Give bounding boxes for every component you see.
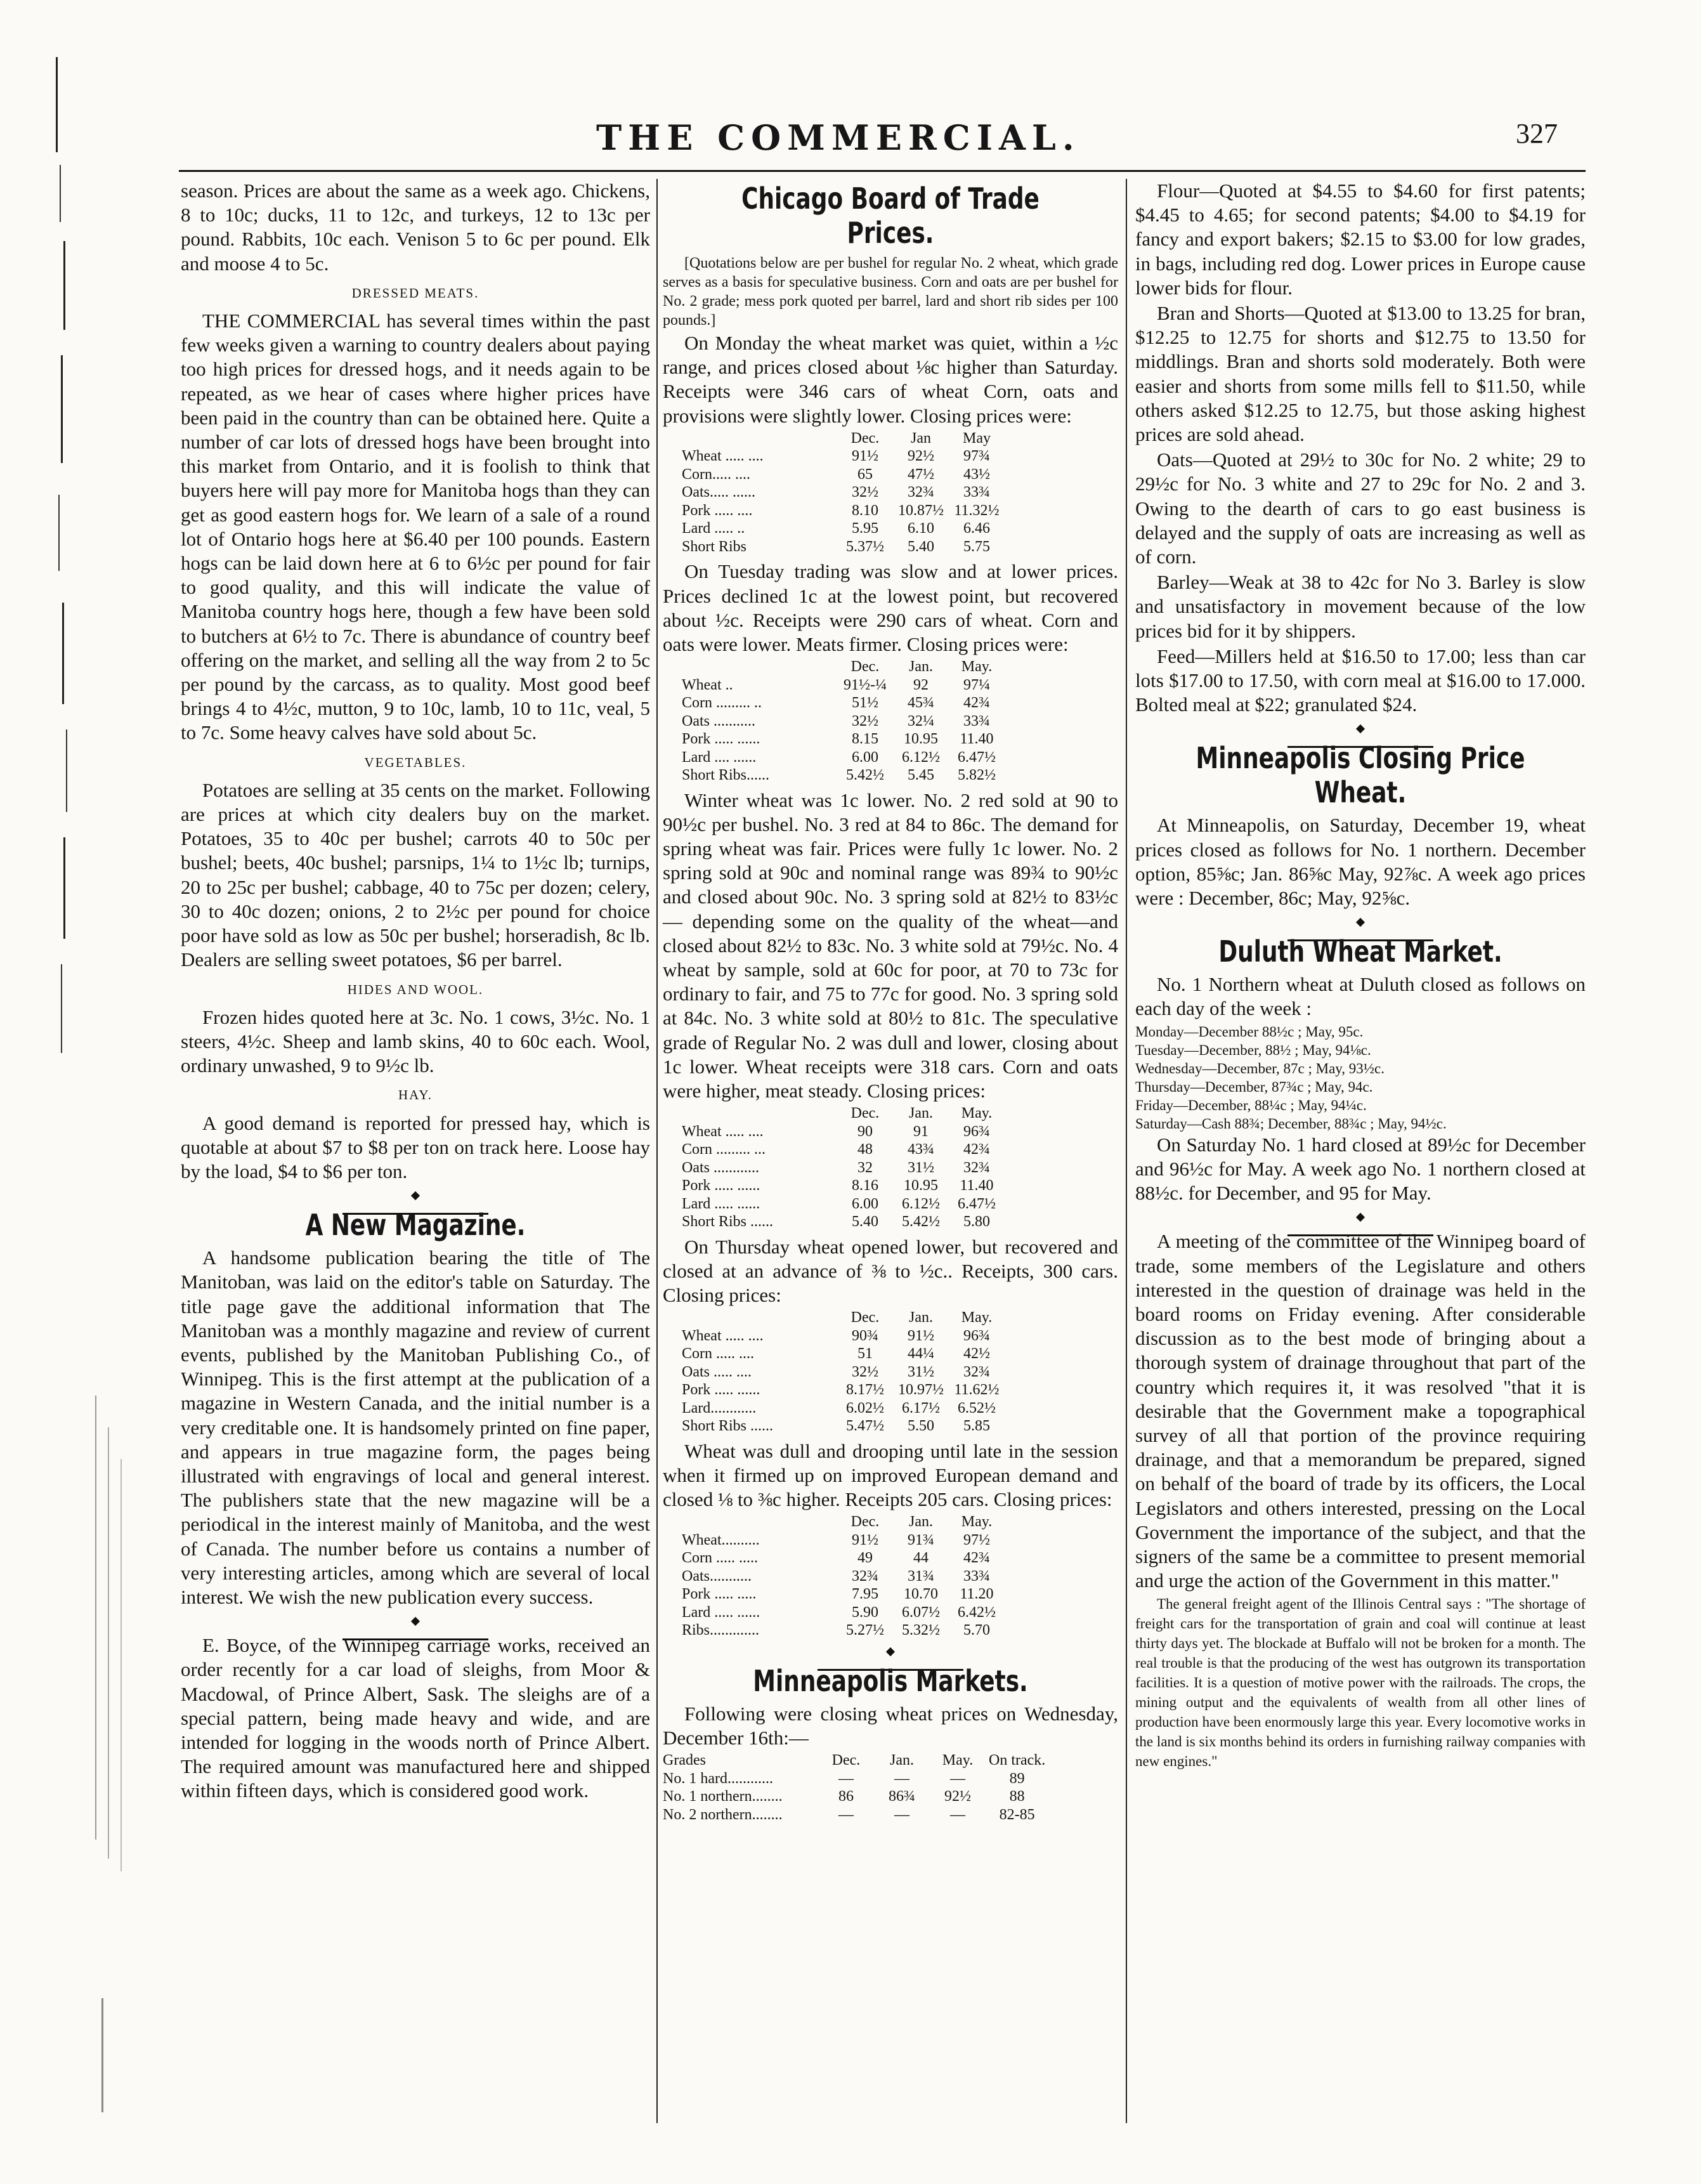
ornamental-rule <box>181 1193 650 1201</box>
friday-price-table: Dec. Jan. May. Wheat.......... 91½ 91¾ 97½ Corn ..... ..... 49 44 42¾ Oats........... 32¾ 31¾ 33¾ Pork ..... ..... 7.95 10.70 11.20 Lard ..... ...... 5.90 6.07½ 6.42½ Ribs............. 5.27½ 5.32½ 5.70 <box>682 1513 1008 1640</box>
table-row: Lard .... ...... 6.00 6.12½ 6.47½ <box>682 749 996 766</box>
minneapolis-closing-paragraph: At Minneapolis, on Saturday, December 19, wheat prices closed as follows for No. 1 northern. December option, 85⅝c; Jan. 86⅝c May, 92⅞c. A week ago prices were : December, 86c; May, 92⅝c. <box>1135 814 1586 910</box>
list-item: Wednesday—December, 87c ; May, 93½c. <box>1135 1060 1385 1076</box>
table-row: Ribs............. 5.27½ 5.32½ 5.70 <box>682 1622 990 1639</box>
table-row: Wheat ..... .... 90¾ 91½ 96¾ <box>682 1327 990 1344</box>
table-row: Pork ..... .... 8.10 10.87½ 11.32½ <box>682 502 1000 519</box>
duluth-saturday-paragraph: On Saturday No. 1 hard closed at 89½c for December and 96½c for May. A week ago No. 1 northern closed at 88½c. for December, and 95 for May. <box>1135 1133 1586 1205</box>
minneapolis-paragraph: Following were closing wheat prices on Wednesday, December 16th:— <box>663 1702 1118 1749</box>
table-row: Wheat .. 91½-¼ 92 97¼ <box>682 676 990 693</box>
column-right <box>1135 179 1586 1772</box>
list-item: Thursday—December, 87¾c ; May, 94c. <box>1135 1078 1373 1095</box>
article-title-new-magazine: A New Magazine. <box>305 1208 526 1243</box>
table-row: Wheat.......... 91½ 91¾ 97½ <box>682 1531 990 1548</box>
table-row: Lard............ 6.02½ 6.17½ 6.52½ <box>682 1399 996 1416</box>
section-heading-vegetables: VEGETABLES. <box>364 754 467 770</box>
duluth-day-list <box>1135 1023 1586 1133</box>
article-title-chicago: Chicago Board of Trade Prices. <box>741 181 1040 250</box>
list-item: Friday—December, 88¼c ; May, 94¼c. <box>1135 1097 1367 1113</box>
article-title-duluth: Duluth Wheat Market. <box>1218 934 1502 969</box>
table-row: Lard ..... ...... 6.00 6.12½ 6.47½ <box>682 1195 996 1212</box>
monday-price-table: Dec. Jan May Wheat ..... .... 91½ 92½ 97¾ Corn..... .... 65 47½ 43½ Oats..... ...... 32½ 32¾ 33¾ Pork ..... .... 8.10 10.87½ 11.32½ Lard ..... .. 5.95 6.10 6.46 Short Ribs 5.37½ 5.40 5.75 <box>682 429 1008 556</box>
quotation-note: [Quotations below are per bushel for regular No. 2 wheat, which grade serves as a basis for speculative business. Corn and oats are per bushel for No. 2 grade; mess pork quoted per barrel, lard and short rib sides per 100 pounds.] <box>663 255 1118 329</box>
freight-paragraph: The general freight agent of the Illinois Central says : "The shortage of freight cars for the transportation of grain and coal will continue at least thirty days yet. The blockade at Buffalo will not be broken for a month. The real trouble is that the producing of the west has outgrown its transportation facilities. It is a question of motive power with the railroads. The crops, the mining output and the equivalents of wealth from all other lines of production have been enormously large this year. Every locomotive works in the land is six months behind its orders in furnishing railway companies with new engines." <box>1135 1596 1586 1770</box>
list-item: Monday—December 88½c ; May, 95c. <box>1135 1023 1364 1040</box>
ornamental-rule <box>1135 919 1586 928</box>
ornamental-rule <box>1135 1214 1586 1223</box>
feed-paragraph: Feed—Millers held at $16.50 to 17.00; less than car lots $17.00 to 17.50, with corn meal at $16.00 to 17.000. Bolted meal at $22; granulated $24. <box>1135 644 1586 716</box>
table-row: Corn ..... .... 51 44¼ 42½ <box>682 1345 990 1363</box>
table-row: Short Ribs...... 5.42½ 5.45 5.82½ <box>682 767 996 784</box>
table-row: No. 1 hard............ — — — 89 <box>663 1770 1025 1787</box>
scan-margin-marks <box>0 0 146 2181</box>
table-row: Corn ......... ... 48 43¾ 42¾ <box>682 1141 990 1158</box>
table-row: Wheat ..... .... 90 91 96¾ <box>682 1123 990 1140</box>
table-row: Oats ............ 32 31½ 32¾ <box>682 1159 990 1176</box>
ornamental-rule <box>663 1649 1118 1658</box>
drainage-meeting-paragraph: A meeting of the committee of the Winnipeg board of trade, some members of the Legislature and others interested in the question of drainage was held in the board rooms on Friday evening. After considerable discussion as to the best mode of bringing about a thorough system of drainage throughout that part of the country which requires it, it was resolved "that it is desirable that the Government make a topographical survey of all that portion of the province requiring drainage, and that a memorandum be prepared, signed on behalf of the board of trade by its officers, the Local Legislators and others interested, pressing on the Local Government the importance of the subject, and that the signers of the same be a committee to present memorial and urge the action of the Government in this matter." <box>1135 1230 1586 1592</box>
bran-paragraph: Bran and Shorts—Quoted at $13.00 to 13.25 for bran, $12.25 to 12.75 for shorts and $12.75 to 13.50 for middlings. Bran and shorts sold moderately. Both were easier and shorts from some mills fell to $11.50, while others asked $12.25 to 12.75, but those asking highest prices are sold ahead. <box>1135 302 1586 446</box>
article-title-minneapolis-closing: Minneapolis Closing Price Wheat. <box>1196 741 1525 810</box>
article-title-minneapolis-markets: Minneapolis Markets. <box>753 1663 1028 1698</box>
hides-paragraph: Frozen hides quoted here at 3c. No. 1 cows, 3½c. No. 1 steers, 4½c. Sheep and lamb skins, 40 to 60c each. Wool, ordinary unwashed, 9 to 9½c lb. <box>181 1005 650 1077</box>
ornamental-rule <box>1135 726 1586 735</box>
column-divider <box>1126 179 1127 2123</box>
table-row: No. 1 northern........ 86 86¾ 92½ 88 <box>663 1788 1025 1805</box>
duluth-paragraph: No. 1 Northern wheat at Duluth closed as follows on each day of the week : <box>1135 973 1586 1020</box>
column-divider <box>656 179 658 2123</box>
magazine-paragraph: A handsome publication bearing the title of The Manitoban, was laid on the editor's table on Saturday. The title page gave the additional information that The Manitoban was a monthly magazine and review of current events, published by the Manitoban Publishing Co., of Winnipeg. This is the first attempt at the publication of a magazine in Western Canada, and the initial number is a very creditable one. It is handsomely printed on fine paper, and appears in true magazine form, the pages being illustrated with engravings of local and general interest. The publishers state that the new magazine will be a periodical in the interest mainly of Manitoba, and the west of Canada. The number before us contains a number of very interesting articles, among which are several of local interest. We wish the new publication every success. <box>181 1246 650 1608</box>
monday-paragraph: On Monday the wheat market was quiet, within a ½c range, and prices closed about ⅛c higher than Saturday. Receipts were 346 cars of wheat Corn, oats and provisions were slightly lower. Closing prices were: <box>663 332 1118 427</box>
table-row: Oats........... 32¾ 31¾ 33¾ <box>682 1567 990 1585</box>
table-row: Lard ..... ...... 5.90 6.07½ 6.42½ <box>682 1604 996 1621</box>
thursday-price-table: Dec. Jan. May. Wheat ..... .... 90¾ 91½ 96¾ Corn ..... .... 51 44¼ 42½ Oats ..... .... 32½ 31½ 32¾ Pork ..... ...... 8.17½ 10.97½ 11.62½ Lard............ 6.02½ 6.17½ 6.52½ Short Ribs ...... 5.47½ 5.50 5.85 <box>682 1309 1008 1435</box>
wednesday-paragraph: Winter wheat was 1c lower. No. 2 red sold at 90 to 90½c per bushel. No. 3 red at 84 to 86c. The demand for spring wheat was fair. Prices were fully 1c lower. No. 2 spring sold at 90c and nominal range was 89¾ to 90½c and closed about 90c. No. 3 spring sold at 82½ to 83½c— depending some on the quality of the wheat—and closed about 82½ to 83c. No. 3 white sold at 79½c. No. 4 wheat by sample, sold at 60c for poor, at 70 to 73c for ordinary to fair, and 75 to 77c for good. No. 3 spring sold at 84c. No. 3 white sold at 80½ to 81c. The speculative grade of Regular No. 2 was dull and lower, closing about 1c lower. Wheat receipts were 318 cars. Corn and oats were higher, meat steady. Closing prices: <box>663 788 1118 1102</box>
table-row: Pork ..... ...... 8.16 10.95 11.40 <box>682 1177 994 1194</box>
list-item: Tuesday—December, 88½ ; May, 94⅛c. <box>1135 1042 1371 1058</box>
vegetables-paragraph: Potatoes are selling at 35 cents on the market. Following are prices at which city dealers buy on the market. Potatoes, 35 to 40c per bushel; carrots 40 to 50c per bushel; beets, 40c bushel; parsnips, 1¼ to 1½c lb; turnips, 20 to 25c per bushel; cabbage, 40 to 75c per dozen; celery, 30 to 40c dozen; onions, 2 to 2½c per pound for choice poor have sold as low as 50c per bushel; horseradish, 8c lb. Dealers are selling sweet potatoes, $6 per barrel. <box>181 778 650 971</box>
scan-margin-svg <box>0 0 146 2181</box>
section-heading-dressed-meats: DRESSED MEATS. <box>351 285 479 301</box>
table-row: Pork ..... ...... 8.17½ 10.97½ 11.62½ <box>682 1382 1000 1399</box>
column-left <box>181 179 650 1805</box>
table-row: Oats..... ...... 32½ 32¾ 33¾ <box>682 484 990 501</box>
tuesday-paragraph: On Tuesday trading was slow and at lower prices. Prices declined 1c at the lowest point, but recovered about ½c. Receipts were 290 cars of wheat. Corn and oats were lower. Meats firmer. Closing prices were: <box>663 560 1118 655</box>
barley-paragraph: Barley—Weak at 38 to 42c for No 3. Barley is slow and unsatisfactory in movement because of the low prices bid for it by shippers. <box>1135 571 1586 642</box>
table-row: Wheat ..... .... 91½ 92½ 97¾ <box>682 448 990 465</box>
table-row: Pork ..... ..... 7.95 10.70 11.20 <box>682 1586 994 1603</box>
table-row: Oats ..... .... 32½ 31½ 32¾ <box>682 1363 990 1380</box>
flour-paragraph: Flour—Quoted at $4.55 to $4.60 for first patents; $4.45 to 4.65; for second patents; $4.00 to $4.19 for fancy and export bakers; $2.15 to $3.00 for low grades, in bags, including red dog. Lower prices in Europe cause lower bids for flour. <box>1135 180 1586 299</box>
hay-paragraph: A good demand is reported for pressed hay, which is quotable at about $7 to $8 per ton on track here. Loose hay by the load, $4 to $6 per ton. <box>181 1111 650 1182</box>
boyce-paragraph: E. Boyce, of the Winnipeg carriage works, received an order recently for a car load of sleighs, from Moor & Macdowal, of Prince Albert, Sask. The sleighs are of a special pattern, being made heavy and wide, and are intended for logging in the woods north of Prince Albert. The required amount was manufactured here and shipped within fifteen days, which is considered good work. <box>181 1634 650 1802</box>
table-row: No. 2 northern........ — — — 82-85 <box>663 1806 1035 1823</box>
table-row: Short Ribs ...... 5.47½ 5.50 5.85 <box>682 1418 990 1435</box>
publication-title: THE COMMERCIAL. <box>596 117 1081 158</box>
oats-paragraph: Oats—Quoted at 29½ to 30c for No. 2 white; 29 to 29½c for No. 3 white and 27 to 29c for No. 2 and 3. Owing to the dearth of cars to go east business is delayed and the supply of oats are increasing as well as of corn. <box>1135 448 1586 568</box>
masthead <box>0 117 1701 162</box>
tuesday-price-table: Dec. Jan. May. Wheat .. 91½-¼ 92 97¼ Corn ......... .. 51½ 45¾ 42¾ Oats ........... 32½ 32¼ 33¾ Pork ..... ...... 8.15 10.95 11.40 Lard .... ...... 6.00 6.12½ 6.47½ Short Ribs...... 5.42½ 5.45 5.82½ <box>682 658 1008 785</box>
section-heading-hides: HIDES AND WOOL. <box>347 981 484 997</box>
table-row: Corn ......... .. 51½ 45¾ 42¾ <box>682 695 990 712</box>
list-item: Saturday—Cash 88¾; December, 88¾c ; May, 94½c. <box>1135 1115 1447 1132</box>
table-row: Lard ..... .. 5.95 6.10 6.46 <box>682 520 990 537</box>
table-row: Corn ..... ..... 49 44 42¾ <box>682 1550 990 1567</box>
page-number: 327 <box>1516 118 1558 149</box>
table-row: Pork ..... ...... 8.15 10.95 11.40 <box>682 731 994 748</box>
poultry-paragraph: season. Prices are about the same as a week ago. Chickens, 8 to 10c; ducks, 11 to 12c, and turkeys, 12 to 13c per pound. Rabbits, 10c each. Venison 5 to 6c per pound. Elk and moose 4 to 5c. <box>181 180 650 275</box>
minneapolis-grades-table: Grades Dec. Jan. May. On track. No. 1 hard............ — — — 89 No. 1 northern........ 86 86¾ 92½ 88 No. 2 northern........ — — — 82-85 <box>663 1751 1052 1824</box>
thursday-paragraph: On Thursday wheat opened lower, but recovered and closed at an advance of ⅜ to ½c.. Receipts, 300 cars. Closing prices: <box>663 1235 1118 1307</box>
table-row: Short Ribs 5.37½ 5.40 5.75 <box>682 538 990 555</box>
dressed-meats-paragraph: THE COMMERCIAL has several times within the past few weeks given a warning to country dealers about paying too high prices for dressed hogs, and it needs again to be repeated, as we hear of cases where higher prices have been paid in the country than can be obtained here. Quite a number of car lots of dressed hogs have been brought into this market from Ontario, and it is foolish to think that buyers here will pay more for Manitoba hogs than they can get as good eastern hogs for. We learn of a sale of a round lot of Ontario hogs here at $6.40 per 100 pounds. Eastern hogs can be laid down here at 6 to 6½c per pound for fair to good quality, and this will indicate the value of Manitoba country hogs here, though a few have been sold to butchers at 6½ to 7c. There is abundance of country beef offering on the market, and selling all the way from 2 to 5c per pound by the carcass, as to quality. Most good beef brings 4 to 4½c, mutton, 9 to 10c, lamb, 10 to 11c, veal, 5 to 7c. Some heavy calves have sold about 5c. <box>181 310 650 744</box>
column-middle <box>663 179 1118 1828</box>
header-rule <box>179 170 1586 172</box>
friday-paragraph: Wheat was dull and drooping until late in the session when it firmed up on improved European demand and closed ⅛ to ⅜c higher. Receipts 205 cars. Closing prices: <box>663 1439 1118 1511</box>
section-heading-hay: HAY. <box>398 1087 433 1103</box>
table-row: Corn..... .... 65 47½ 43½ <box>682 466 990 483</box>
wednesday-price-table: Dec. Jan. May. Wheat ..... .... 90 91 96¾ Corn ......... ... 48 43¾ 42¾ Oats ............ 32 31½ 32¾ Pork ..... ...... 8.16 10.95 11.40 Lard ..... ...... 6.00 6.12½ 6.47½ Short Ribs ...... 5.40 5.42½ 5.80 <box>682 1104 1008 1231</box>
table-row: Short Ribs ...... 5.40 5.42½ 5.80 <box>682 1213 990 1231</box>
ornamental-rule <box>181 1618 650 1627</box>
table-row: Oats ........... 32½ 32¼ 33¾ <box>682 712 990 729</box>
